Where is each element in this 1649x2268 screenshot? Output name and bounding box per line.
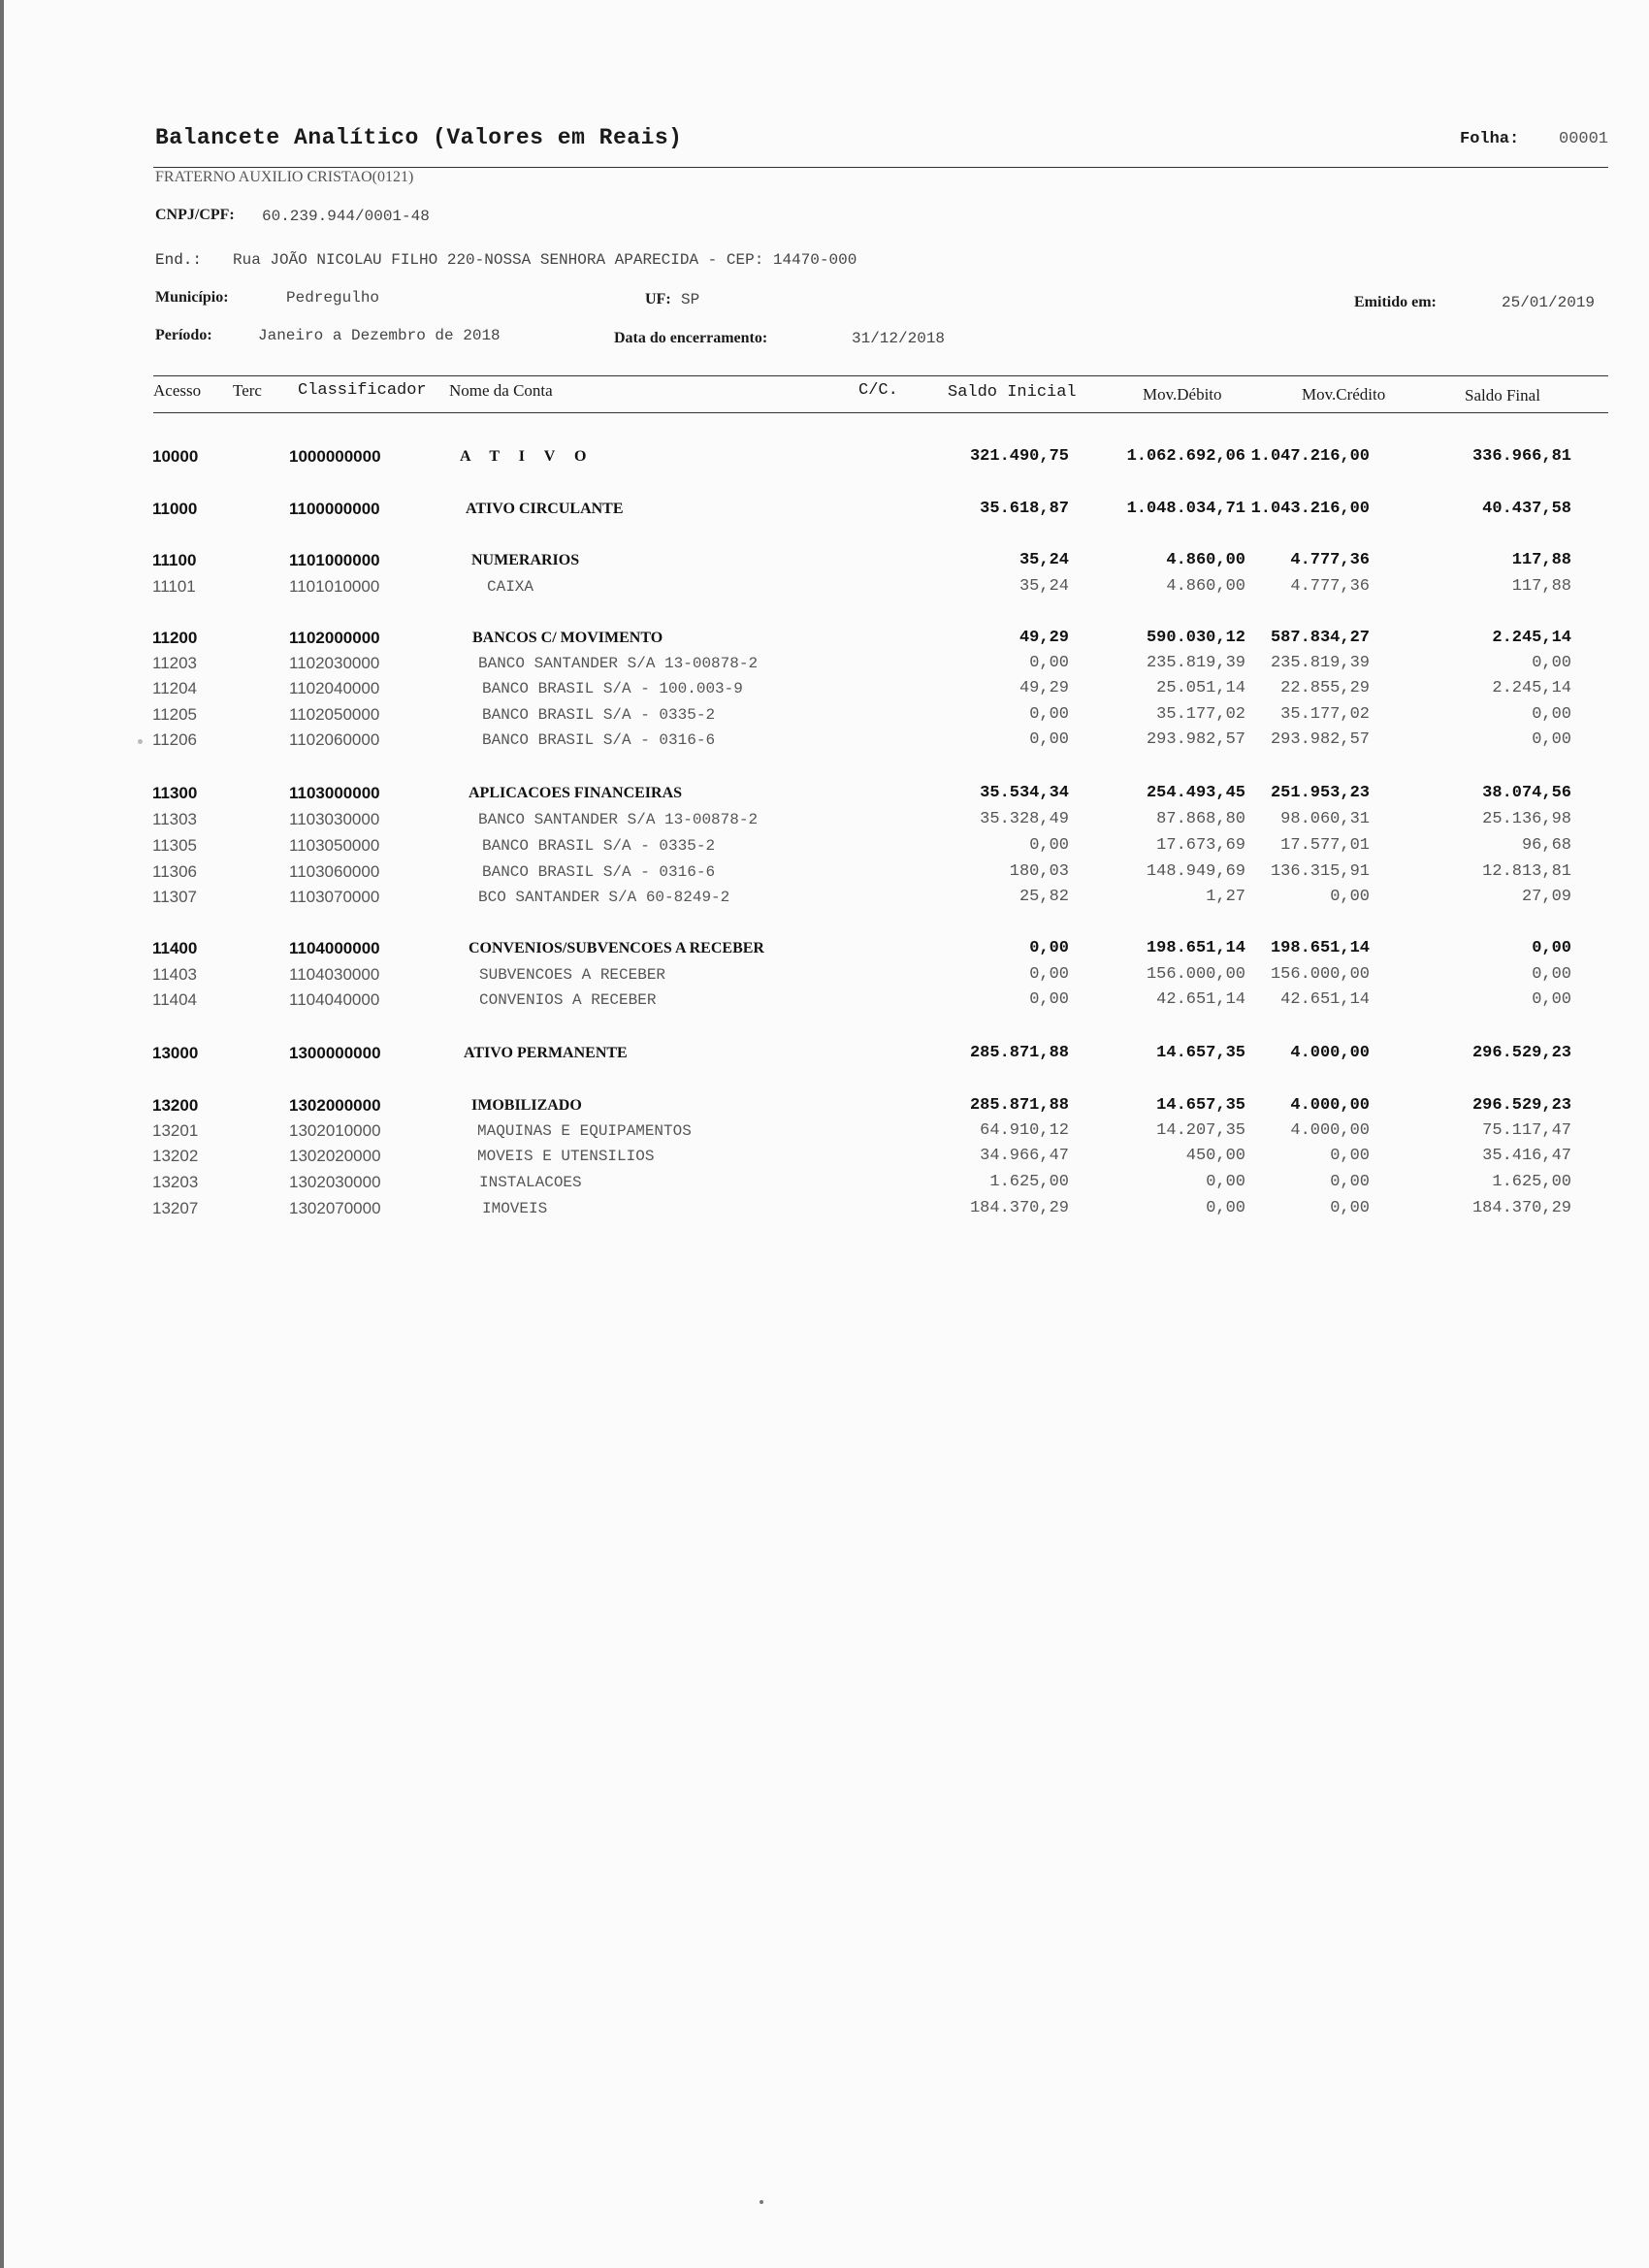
saldo-inicial-cell: 35.534,34 — [980, 784, 1069, 802]
mov-credito-cell: 293.982,57 — [1270, 730, 1370, 749]
mov-debito-cell: 590.030,12 — [1146, 629, 1245, 647]
classificador-cell: 1103060000 — [289, 862, 380, 881]
classificador-cell: 1104040000 — [289, 990, 380, 1009]
entity-name: FRATERNO AUXILIO CRISTAO(0121) — [155, 169, 414, 185]
mov-credito-cell: 136.315,91 — [1270, 862, 1370, 881]
nome-cell: BANCO SANTANDER S/A 13-00878-2 — [478, 811, 759, 828]
mov-credito-cell: 1.047.216,00 — [1250, 447, 1370, 466]
mov-debito-cell: 42.651,14 — [1156, 990, 1245, 1009]
saldo-final-cell: 296.529,23 — [1471, 1044, 1571, 1062]
classificador-cell: 1102050000 — [289, 705, 380, 724]
saldo-final-cell: 27,09 — [1521, 888, 1571, 906]
mov-debito-cell: 148.949,69 — [1146, 862, 1245, 881]
acesso-cell: 11400 — [152, 939, 198, 957]
mov-credito-cell: 156.000,00 — [1270, 965, 1370, 984]
nome-cell: MAQUINAS E EQUIPAMENTOS — [477, 1122, 692, 1140]
classificador-cell: 1104000000 — [289, 939, 380, 957]
table-row — [0, 937, 1649, 960]
acesso-cell: 11206 — [152, 730, 198, 749]
saldo-final-cell: 184.370,29 — [1471, 1199, 1571, 1217]
saldo-final-cell: 35.416,47 — [1482, 1147, 1571, 1165]
nome-cell: A T I V O — [460, 448, 595, 465]
mov-debito-cell: 4.860,00 — [1166, 577, 1245, 596]
saldo-inicial-cell: 0,00 — [1029, 836, 1069, 855]
nome-cell: BANCO BRASIL S/A - 0316-6 — [482, 731, 716, 749]
saldo-inicial-cell: 321.490,75 — [969, 447, 1069, 466]
classificador-cell: 1302020000 — [289, 1147, 381, 1165]
table-row — [0, 834, 1649, 858]
col-nome-conta: Nome da Conta — [449, 381, 553, 400]
mov-credito-cell: 0,00 — [1330, 888, 1370, 906]
mov-debito-cell: 14.207,35 — [1156, 1121, 1245, 1140]
periodo-label: Período: — [155, 327, 212, 343]
acesso-cell: 11101 — [152, 577, 196, 596]
mov-credito-cell: 587.834,27 — [1270, 629, 1370, 647]
col-mov-credito: Mov.Crédito — [1302, 385, 1386, 404]
saldo-final-cell: 296.529,23 — [1471, 1096, 1571, 1115]
mov-debito-cell: 87.868,80 — [1156, 810, 1245, 828]
mov-debito-cell: 156.000,00 — [1146, 965, 1245, 984]
acesso-cell: 13203 — [152, 1173, 199, 1191]
nome-cell: SUBVENCOES A RECEBER — [479, 966, 666, 984]
acesso-cell: 11306 — [152, 862, 198, 881]
nome-cell: MOVEIS E UTENSILIOS — [477, 1148, 655, 1165]
saldo-final-cell: 2.245,14 — [1492, 629, 1571, 647]
acesso-cell: 11100 — [152, 551, 197, 569]
address-value: Rua JOÃO NICOLAU FILHO 220-NOSSA SENHORA APARECIDA - CEP: 14470-000 — [233, 251, 857, 269]
nome-cell: BANCOS C/ MOVIMENTO — [472, 630, 663, 646]
table-row — [0, 782, 1649, 805]
saldo-inicial-cell: 34.966,47 — [980, 1147, 1069, 1165]
saldo-inicial-cell: 35,24 — [1018, 551, 1069, 569]
col-saldo-inicial: Saldo Inicial — [948, 383, 1077, 402]
table-row — [0, 549, 1649, 572]
classificador-cell: 1302000000 — [289, 1096, 381, 1115]
nome-cell: ATIVO CIRCULANTE — [466, 501, 624, 517]
nome-cell: APLICACOES FINANCEIRAS — [469, 785, 683, 801]
encerramento-label: Data do encerramento: — [614, 330, 768, 346]
mov-credito-cell: 4.000,00 — [1290, 1121, 1370, 1140]
saldo-final-cell: 117,88 — [1511, 551, 1571, 569]
mov-debito-cell: 450,00 — [1185, 1147, 1245, 1165]
table-row — [0, 652, 1649, 675]
table-row — [0, 498, 1649, 521]
table-row — [0, 886, 1649, 909]
saldo-final-cell: 2.245,14 — [1492, 679, 1571, 697]
report-title: Balancete Analítico (Valores em Reais) — [155, 125, 683, 150]
mov-credito-cell: 98.060,31 — [1280, 810, 1370, 828]
saldo-inicial-cell: 184.370,29 — [969, 1199, 1069, 1217]
classificador-cell: 1302030000 — [289, 1173, 381, 1191]
cnpj-label: CNPJ/CPF: — [155, 207, 235, 223]
table-row — [0, 1119, 1649, 1143]
table-row — [0, 445, 1649, 469]
classificador-cell: 1102060000 — [289, 730, 380, 749]
mov-debito-cell: 1.048.034,71 — [1126, 500, 1245, 518]
uf-label: UF: — [645, 291, 671, 308]
table-row — [0, 1042, 1649, 1065]
table-row — [0, 1145, 1649, 1168]
folha-label: Folha: — [1460, 130, 1520, 148]
mov-debito-cell: 17.673,69 — [1156, 836, 1245, 855]
mov-credito-cell: 17.577,01 — [1280, 836, 1370, 855]
mov-debito-cell: 1.062.692,06 — [1126, 447, 1245, 466]
classificador-cell: 1102000000 — [289, 629, 380, 647]
saldo-final-cell: 0,00 — [1532, 705, 1571, 724]
saldo-final-cell: 96,68 — [1521, 836, 1571, 855]
saldo-final-cell: 336.966,81 — [1471, 447, 1571, 466]
acesso-cell: 11305 — [152, 836, 198, 855]
emitido-value: 25/01/2019 — [1502, 294, 1596, 311]
saldo-final-cell: 40.437,58 — [1482, 500, 1571, 518]
saldo-inicial-cell: 25,82 — [1018, 888, 1069, 906]
table-row — [0, 1197, 1649, 1220]
address-label: End.: — [155, 251, 203, 269]
mov-credito-cell: 4.777,36 — [1290, 551, 1370, 569]
mov-credito-cell: 0,00 — [1330, 1199, 1370, 1217]
classificador-cell: 1103030000 — [289, 810, 380, 828]
saldo-inicial-cell: 0,00 — [1029, 939, 1069, 957]
saldo-inicial-cell: 180,03 — [1009, 862, 1069, 881]
acesso-cell: 10000 — [152, 447, 199, 466]
saldo-final-cell: 38.074,56 — [1482, 784, 1571, 802]
saldo-inicial-cell: 285.871,88 — [969, 1044, 1069, 1062]
mov-debito-cell: 1,27 — [1206, 888, 1245, 906]
mov-debito-cell: 4.860,00 — [1166, 551, 1245, 569]
col-saldo-final: Saldo Final — [1465, 386, 1540, 405]
nome-cell: CONVENIOS/SUBVENCOES A RECEBER — [469, 940, 764, 956]
table-row — [0, 575, 1649, 599]
saldo-inicial-cell: 0,00 — [1029, 965, 1069, 984]
table-row — [0, 677, 1649, 700]
mov-credito-cell: 4.000,00 — [1290, 1044, 1370, 1062]
mov-debito-cell: 14.657,35 — [1156, 1096, 1245, 1115]
col-classificador: Classificador — [298, 381, 427, 400]
mov-credito-cell: 251.953,23 — [1270, 784, 1370, 802]
acesso-cell: 11303 — [152, 810, 198, 828]
classificador-cell: 1104030000 — [289, 965, 380, 984]
nome-cell: BANCO BRASIL S/A - 0316-6 — [482, 863, 716, 881]
mov-credito-cell: 235.819,39 — [1270, 654, 1370, 672]
acesso-cell: 11200 — [152, 629, 198, 647]
table-row — [0, 627, 1649, 650]
mov-debito-cell: 198.651,14 — [1146, 939, 1245, 957]
classificador-cell: 1103050000 — [289, 836, 380, 855]
mov-debito-cell: 25.051,14 — [1156, 679, 1245, 697]
acesso-cell: 13000 — [152, 1044, 199, 1062]
scan-speck — [760, 2200, 763, 2204]
mov-credito-cell: 22.855,29 — [1280, 679, 1370, 697]
nome-cell: CAIXA — [487, 578, 534, 596]
table-row — [0, 808, 1649, 831]
mov-debito-cell: 254.493,45 — [1146, 784, 1245, 802]
acesso-cell: 11403 — [152, 965, 198, 984]
table-top-rule — [153, 375, 1608, 376]
classificador-cell: 1102030000 — [289, 654, 380, 672]
mov-debito-cell: 14.657,35 — [1156, 1044, 1245, 1062]
nome-cell: IMOBILIZADO — [471, 1097, 582, 1114]
saldo-final-cell: 1.625,00 — [1492, 1173, 1571, 1191]
saldo-inicial-cell: 35,24 — [1018, 577, 1069, 596]
mov-credito-cell: 198.651,14 — [1270, 939, 1370, 957]
table-header-rule — [153, 412, 1608, 413]
acesso-cell: 13200 — [152, 1096, 199, 1115]
col-terc: Terc — [233, 381, 262, 400]
nome-cell: BCO SANTANDER S/A 60-8249-2 — [478, 889, 730, 906]
mov-debito-cell: 0,00 — [1206, 1173, 1245, 1191]
nome-cell: IMOVEIS — [482, 1200, 548, 1217]
encerramento-value: 31/12/2018 — [852, 330, 946, 347]
table-row — [0, 988, 1649, 1012]
saldo-inicial-cell: 49,29 — [1018, 679, 1069, 697]
acesso-cell: 13202 — [152, 1147, 199, 1165]
col-mov-debito: Mov.Débito — [1143, 385, 1222, 404]
table-row — [0, 1171, 1649, 1194]
classificador-cell: 1101010000 — [289, 577, 380, 596]
mov-debito-cell: 235.819,39 — [1146, 654, 1245, 672]
acesso-cell: 11307 — [152, 888, 198, 906]
saldo-final-cell: 12.813,81 — [1482, 862, 1571, 881]
col-acesso: Acesso — [153, 381, 202, 400]
acesso-cell: 13207 — [152, 1199, 199, 1217]
classificador-cell: 1302010000 — [289, 1121, 381, 1140]
emitido-label: Emitido em: — [1354, 294, 1437, 310]
mov-credito-cell: 4.777,36 — [1290, 577, 1370, 596]
saldo-inicial-cell: 64.910,12 — [980, 1121, 1069, 1140]
classificador-cell: 1101000000 — [289, 551, 380, 569]
saldo-final-cell: 25.136,98 — [1482, 810, 1571, 828]
saldo-inicial-cell: 1.625,00 — [989, 1173, 1069, 1191]
classificador-cell: 1000000000 — [289, 447, 381, 466]
classificador-cell: 1100000000 — [289, 500, 380, 518]
acesso-cell: 11300 — [152, 784, 198, 802]
col-cc: C/C. — [858, 381, 898, 400]
saldo-final-cell: 0,00 — [1532, 730, 1571, 749]
saldo-inicial-cell: 0,00 — [1029, 654, 1069, 672]
saldo-inicial-cell: 0,00 — [1029, 990, 1069, 1009]
saldo-inicial-cell: 35.618,87 — [980, 500, 1069, 518]
acesso-cell: 11204 — [152, 679, 198, 697]
saldo-inicial-cell: 0,00 — [1029, 705, 1069, 724]
mov-debito-cell: 293.982,57 — [1146, 730, 1245, 749]
saldo-final-cell: 0,00 — [1532, 654, 1571, 672]
acesso-cell: 11205 — [152, 705, 198, 724]
saldo-inicial-cell: 0,00 — [1029, 730, 1069, 749]
acesso-cell: 11000 — [152, 500, 198, 518]
nome-cell: BANCO SANTANDER S/A 13-00878-2 — [478, 655, 759, 672]
table-row — [0, 703, 1649, 727]
nome-cell: CONVENIOS A RECEBER — [479, 991, 657, 1009]
saldo-final-cell: 0,00 — [1532, 965, 1571, 984]
mov-debito-cell: 0,00 — [1206, 1199, 1245, 1217]
saldo-inicial-cell: 285.871,88 — [969, 1096, 1069, 1115]
mov-credito-cell: 35.177,02 — [1280, 705, 1370, 724]
nome-cell: BANCO BRASIL S/A - 0335-2 — [482, 706, 716, 724]
folha-value: 00001 — [1559, 130, 1609, 148]
classificador-cell: 1103000000 — [289, 784, 380, 802]
mov-credito-cell: 0,00 — [1330, 1147, 1370, 1165]
mov-credito-cell: 42.651,14 — [1280, 990, 1370, 1009]
nome-cell: BANCO BRASIL S/A - 100.003-9 — [482, 680, 743, 697]
periodo-value: Janeiro a Dezembro de 2018 — [258, 327, 501, 344]
mov-debito-cell: 35.177,02 — [1156, 705, 1245, 724]
cnpj-value: 60.239.944/0001-48 — [262, 208, 430, 225]
uf-value: SP — [681, 291, 700, 308]
saldo-final-cell: 117,88 — [1511, 577, 1571, 596]
classificador-cell: 1102040000 — [289, 679, 380, 697]
nome-cell: NUMERARIOS — [471, 552, 580, 568]
classificador-cell: 1302070000 — [289, 1199, 381, 1217]
saldo-inicial-cell: 35.328,49 — [980, 810, 1069, 828]
header-rule — [153, 167, 1608, 168]
mov-credito-cell: 4.000,00 — [1290, 1096, 1370, 1115]
acesso-cell: 11404 — [152, 990, 198, 1009]
mov-credito-cell: 0,00 — [1330, 1173, 1370, 1191]
nome-cell: BANCO BRASIL S/A - 0335-2 — [482, 837, 716, 855]
classificador-cell: 1300000000 — [289, 1044, 381, 1062]
table-row — [0, 860, 1649, 884]
saldo-final-cell: 0,00 — [1532, 939, 1571, 957]
saldo-inicial-cell: 49,29 — [1018, 629, 1069, 647]
saldo-final-cell: 0,00 — [1532, 990, 1571, 1009]
classificador-cell: 1103070000 — [289, 888, 380, 906]
table-row — [0, 1094, 1649, 1118]
nome-cell: ATIVO PERMANENTE — [464, 1045, 628, 1061]
nome-cell: INSTALACOES — [479, 1174, 582, 1191]
municipio-label: Município: — [155, 289, 229, 306]
table-row — [0, 729, 1649, 752]
municipio-value: Pedregulho — [286, 289, 380, 307]
table-row — [0, 963, 1649, 987]
saldo-final-cell: 75.117,47 — [1482, 1121, 1571, 1140]
acesso-cell: 13201 — [152, 1121, 199, 1140]
mov-credito-cell: 1.043.216,00 — [1250, 500, 1370, 518]
acesso-cell: 11203 — [152, 654, 198, 672]
